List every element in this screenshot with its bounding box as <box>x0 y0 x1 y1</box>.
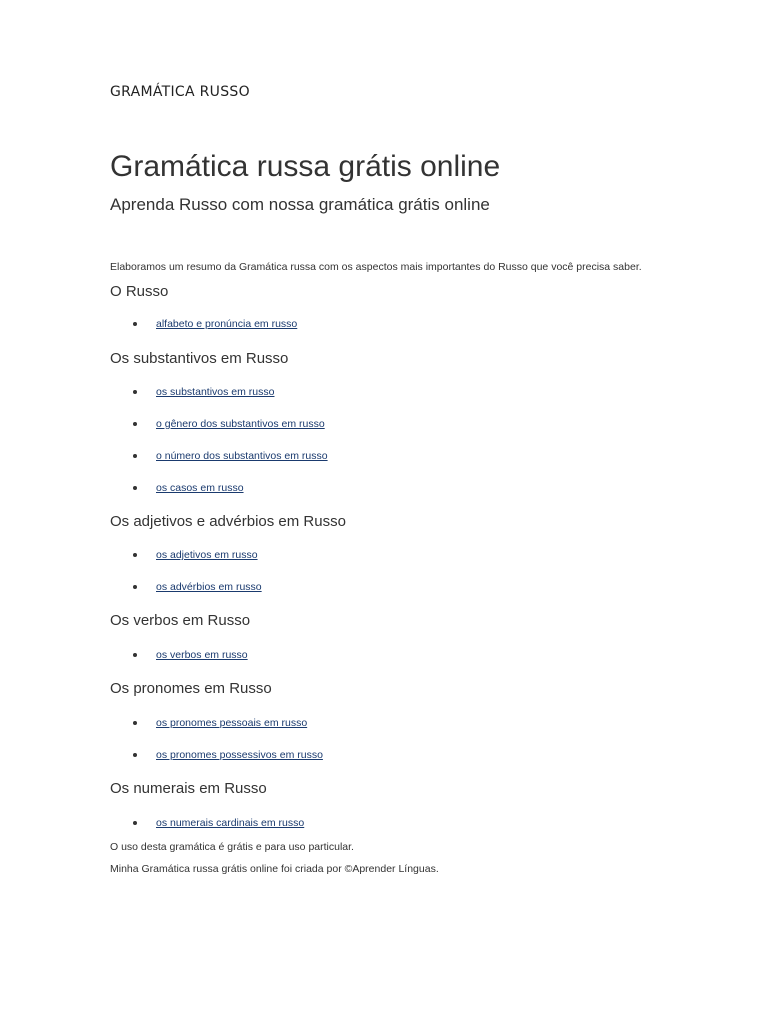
link-numerais[interactable]: os numerais cardinais em russo <box>156 817 305 829</box>
section-o-russo <box>110 282 650 348</box>
link-pronomes-pessoais[interactable]: os pronomes pessoais em russo <box>156 717 308 729</box>
usage-note: O uso desta gramática é grátis e para uso particular. <box>110 841 354 853</box>
section-adjetivos <box>110 512 650 611</box>
link-list <box>110 647 650 679</box>
list-item <box>110 747 650 779</box>
link-adverbios[interactable]: os advérbios em russo <box>156 581 262 593</box>
list-item <box>110 448 650 480</box>
list-item <box>110 647 650 679</box>
list-item <box>110 815 650 847</box>
link-casos[interactable]: os casos em russo <box>156 482 244 494</box>
credit-note: Minha Gramática russa grátis online foi criada por ©Aprender Línguas. <box>110 863 439 875</box>
bullet-icon <box>133 486 137 490</box>
link-list <box>110 547 650 611</box>
bullet-icon <box>133 721 137 725</box>
intro-paragraph: Elaboramos um resumo da Gramática russa com os aspectos mais importantes do Russo que você precisa saber. <box>110 261 642 273</box>
list-item <box>110 416 650 448</box>
section-heading: Os pronomes em Russo <box>110 680 272 697</box>
link-pronomes-possessivos[interactable]: os pronomes possessivos em russo <box>156 749 323 761</box>
section-pronomes <box>110 679 650 779</box>
list-item <box>110 579 650 611</box>
bullet-icon <box>133 585 137 589</box>
list-item <box>110 384 650 416</box>
list-item <box>110 715 650 747</box>
section-heading: Os numerais em Russo <box>110 780 267 797</box>
link-numero[interactable]: o número dos substantivos em russo <box>156 450 328 462</box>
bullet-icon <box>133 821 137 825</box>
link-list <box>110 815 650 847</box>
bullet-icon <box>133 553 137 557</box>
bullet-icon <box>133 422 137 426</box>
section-heading: Os substantivos em Russo <box>110 350 289 367</box>
link-adjetivos[interactable]: os adjetivos em russo <box>156 549 258 561</box>
link-genero[interactable]: o gênero dos substantivos em russo <box>156 418 325 430</box>
bullet-icon <box>133 753 137 757</box>
content <box>110 260 650 876</box>
link-alfabeto[interactable]: alfabeto e pronúncia em russo <box>156 318 298 330</box>
bullet-icon <box>133 454 137 458</box>
bullet-icon <box>133 653 137 657</box>
link-verbos[interactable]: os verbos em russo <box>156 649 248 661</box>
list-item <box>110 480 650 512</box>
bullet-icon <box>133 322 137 326</box>
page-subtitle: Aprenda Russo com nossa gramática grátis online <box>110 195 490 214</box>
link-list <box>110 316 650 348</box>
section-verbos <box>110 611 650 679</box>
site-title: GRAMÁTICA RUSSO <box>110 84 250 100</box>
section-heading: Os verbos em Russo <box>110 612 251 629</box>
section-substantivos <box>110 349 650 512</box>
list-item <box>110 547 650 579</box>
section-heading: O Russo <box>110 283 169 300</box>
page-title: Gramática russa grátis online <box>110 150 501 183</box>
link-list <box>110 715 650 779</box>
link-list <box>110 384 650 512</box>
section-heading: Os adjetivos e advérbios em Russo <box>110 513 346 530</box>
bullet-icon <box>133 390 137 394</box>
list-item <box>110 316 650 348</box>
section-numerais <box>110 779 650 847</box>
link-substantivos[interactable]: os substantivos em russo <box>156 386 275 398</box>
